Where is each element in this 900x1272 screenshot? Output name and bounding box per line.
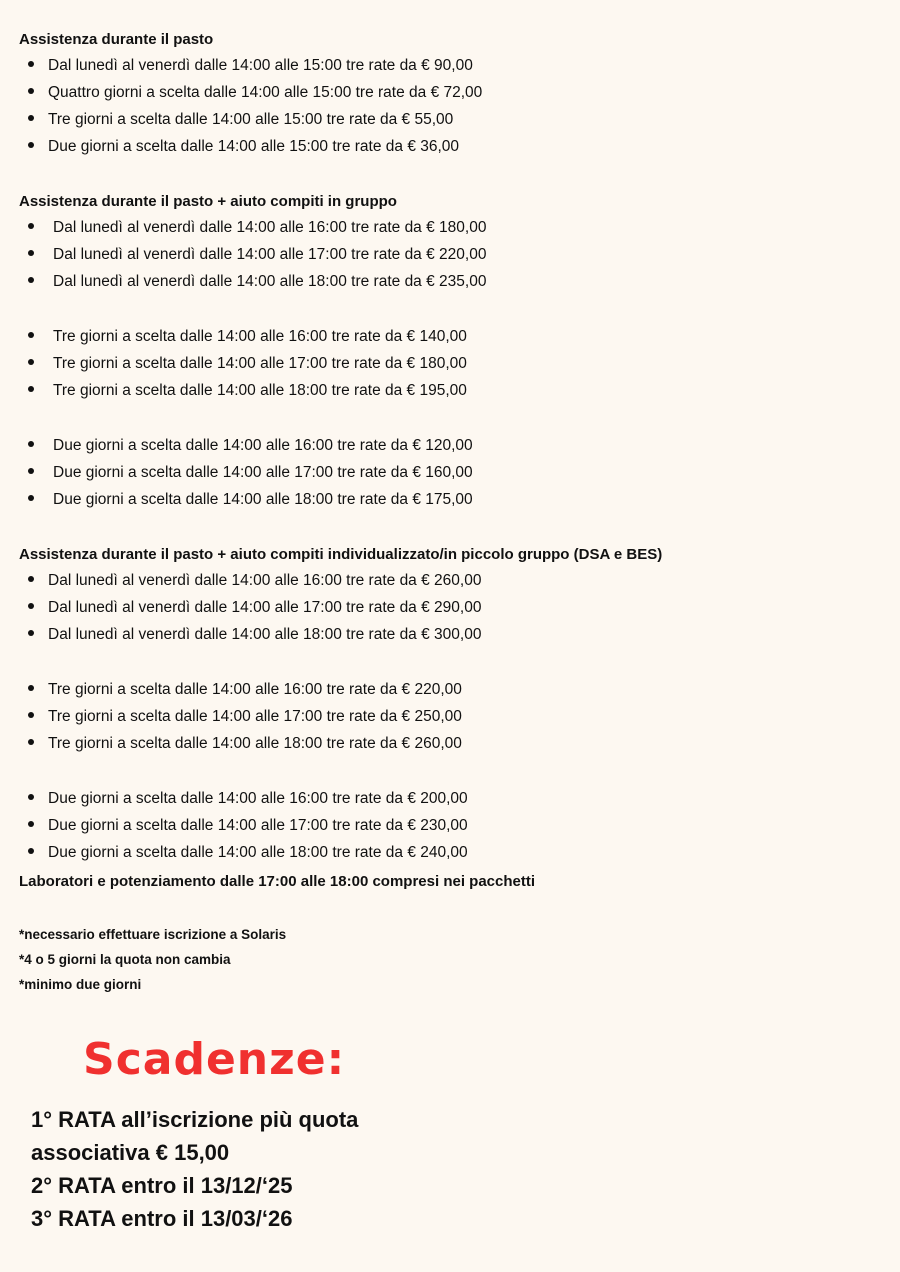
list-item-text: Dal lunedì al venerdì dalle 14:00 alle 18:00 tre rate da € 300,00 (48, 626, 482, 643)
list-item-text: Due giorni a scelta dalle 14:00 alle 16:00 tre rate da € 120,00 (53, 437, 473, 454)
bullet-icon (28, 712, 34, 718)
list-item (28, 110, 453, 130)
bullet-icon (28, 223, 34, 229)
bullet-icon (28, 468, 34, 474)
bullet-icon (28, 250, 34, 256)
list-item-text: Tre giorni a scelta dalle 14:00 alle 15:00 tre rate da € 55,00 (48, 111, 454, 128)
note-line: *necessario effettuare iscrizione a Solaris (19, 927, 287, 942)
bullet-icon (28, 115, 34, 121)
bullet-icon (28, 359, 34, 365)
list-item-text: Dal lunedì al venerdì dalle 14:00 alle 18:00 tre rate da € 235,00 (53, 273, 487, 290)
list-item-text: Tre giorni a scelta dalle 14:00 alle 16:00 tre rate da € 140,00 (53, 328, 467, 345)
note-line: *4 o 5 giorni la quota non cambia (19, 952, 231, 967)
list-item-text: Tre giorni a scelta dalle 14:00 alle 17:00 tre rate da € 250,00 (48, 708, 462, 725)
section3-heading: Assistenza durante il pasto + aiuto compiti individualizzato/in piccolo gruppo (DSA e BES) (19, 546, 663, 563)
list-item (28, 218, 486, 238)
bullet-icon (28, 142, 34, 148)
list-item-text: Dal lunedì al venerdì dalle 14:00 alle 17:00 tre rate da € 290,00 (48, 599, 482, 616)
list-item-text: Due giorni a scelta dalle 14:00 alle 18:00 tre rate da € 240,00 (48, 844, 468, 861)
list-item (28, 272, 486, 292)
list-item-text: Due giorni a scelta dalle 14:00 alle 15:00 tre rate da € 36,00 (48, 138, 460, 155)
list-item (28, 680, 462, 700)
list-item (28, 463, 473, 483)
list-item (28, 490, 473, 510)
list-item-text: Tre giorni a scelta dalle 14:00 alle 16:00 tre rate da € 220,00 (48, 681, 462, 698)
list-item-text: Tre giorni a scelta dalle 14:00 alle 17:00 tre rate da € 180,00 (53, 355, 467, 372)
bullet-icon (28, 88, 34, 94)
list-item-text: Tre giorni a scelta dalle 14:00 alle 18:00 tre rate da € 195,00 (53, 382, 467, 399)
list-item-text: Dal lunedì al venerdì dalle 14:00 alle 15:00 tre rate da € 90,00 (48, 57, 473, 74)
bullet-icon (28, 794, 34, 800)
list-item-text: Dal lunedì al venerdì dalle 14:00 alle 16:00 tre rate da € 180,00 (53, 219, 487, 236)
list-item (28, 137, 459, 157)
note-line: *minimo due giorni (19, 977, 142, 992)
bullet-icon (28, 848, 34, 854)
deadlines-title: Scadenze: (83, 1034, 346, 1085)
bullet-icon (28, 821, 34, 827)
list-item-text: Dal lunedì al venerdì dalle 14:00 alle 16:00 tre rate da € 260,00 (48, 572, 482, 589)
bullet-icon (28, 277, 34, 283)
list-item-text: Due giorni a scelta dalle 14:00 alle 17:00 tre rate da € 230,00 (48, 817, 468, 834)
deadline-line: 3° RATA entro il 13/03/‘26 (31, 1206, 293, 1231)
list-item (28, 789, 468, 809)
section1-heading: Assistenza durante il pasto (19, 31, 214, 48)
list-item-text: Due giorni a scelta dalle 14:00 alle 18:00 tre rate da € 175,00 (53, 491, 473, 508)
list-item (28, 354, 467, 374)
list-item (28, 843, 468, 863)
bullet-icon (28, 386, 34, 392)
list-item (28, 245, 486, 265)
bullet-icon (28, 495, 34, 501)
deadline-line: 2° RATA entro il 13/12/‘25 (31, 1173, 293, 1198)
list-item (28, 707, 462, 727)
deadline-line: associativa € 15,00 (31, 1140, 230, 1165)
bullet-icon (28, 441, 34, 447)
bullet-icon (28, 332, 34, 338)
list-item (28, 327, 467, 347)
list-item-text: Tre giorni a scelta dalle 14:00 alle 18:00 tre rate da € 260,00 (48, 735, 462, 752)
list-item (28, 56, 473, 76)
list-item-text: Dal lunedì al venerdì dalle 14:00 alle 17:00 tre rate da € 220,00 (53, 246, 487, 263)
bullet-icon (28, 61, 34, 67)
bullet-icon (28, 685, 34, 691)
list-item-text: Quattro giorni a scelta dalle 14:00 alle 15:00 tre rate da € 72,00 (48, 84, 483, 101)
labs-note: Laboratori e potenziamento dalle 17:00 alle 18:00 compresi nei pacchetti (19, 873, 536, 890)
list-item (28, 625, 481, 645)
list-item (28, 734, 462, 754)
section2-heading: Assistenza durante il pasto + aiuto compiti in gruppo (19, 193, 397, 210)
list-item (28, 83, 482, 103)
list-item (28, 381, 467, 401)
deadline-line: 1° RATA all’iscrizione più quota (31, 1107, 359, 1132)
bullet-icon (28, 630, 34, 636)
bullet-icon (28, 739, 34, 745)
list-item (28, 816, 468, 836)
list-item (28, 598, 481, 618)
bullet-icon (28, 603, 34, 609)
list-item (28, 571, 481, 591)
bullet-icon (28, 576, 34, 582)
list-item (28, 436, 473, 456)
list-item-text: Due giorni a scelta dalle 14:00 alle 16:00 tre rate da € 200,00 (48, 790, 468, 807)
list-item-text: Due giorni a scelta dalle 14:00 alle 17:00 tre rate da € 160,00 (53, 464, 473, 481)
